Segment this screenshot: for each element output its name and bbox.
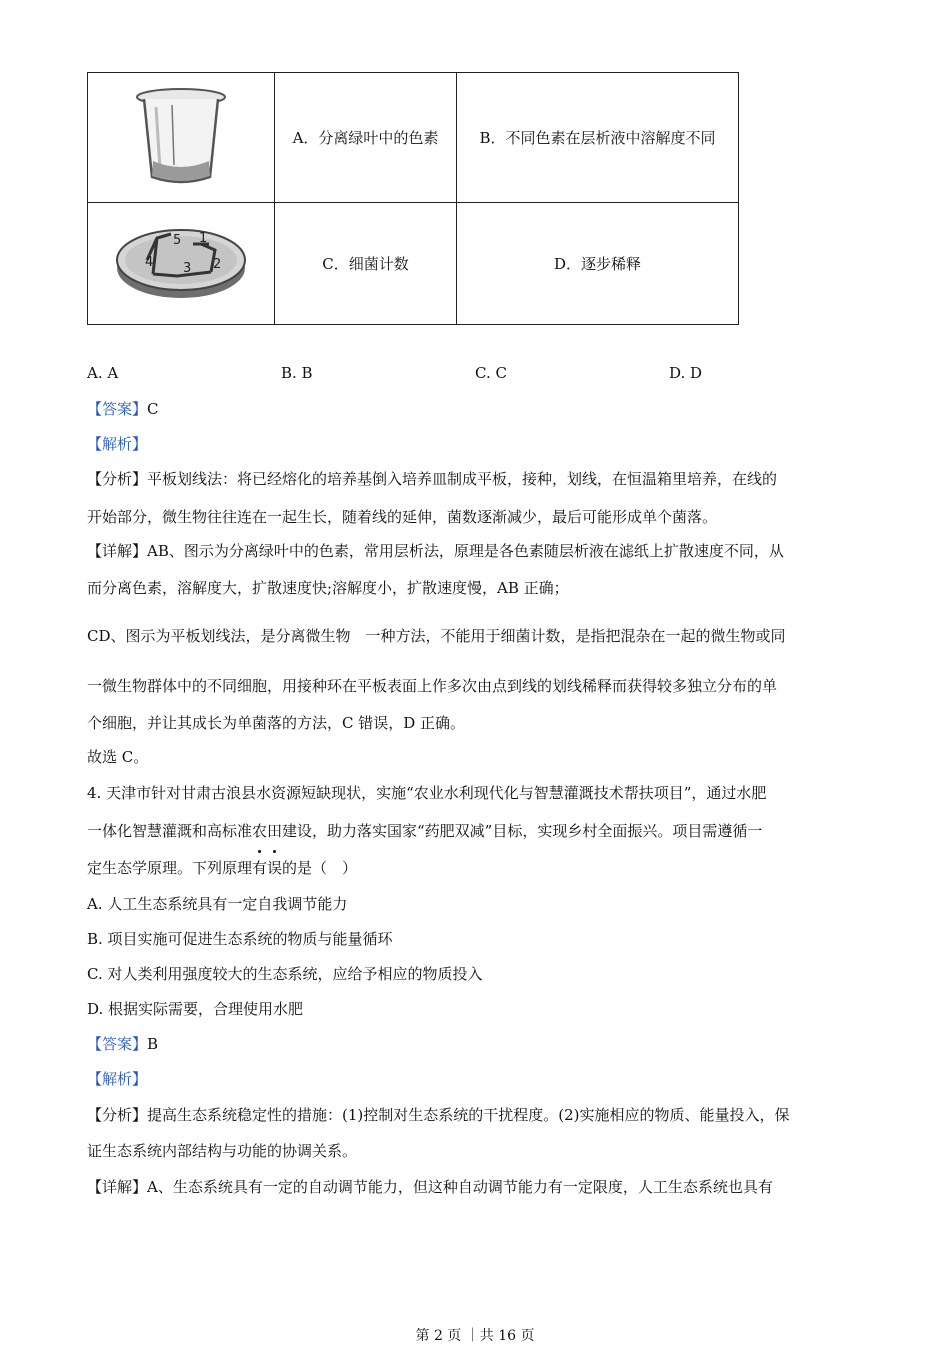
q3-detail-line: 个细胞，并让其成长为单菌落的方法，C 错误，D 正确。 (87, 714, 466, 732)
svg-text:3: 3 (183, 260, 192, 276)
q4-option-b[interactable]: B. 项目实施可促进生态系统的物质与能量循环 (87, 930, 393, 948)
q4-stem-line: 一体化智慧灌溉和高标准农田建设，助力落实国家“药肥双减”目标，实现乡村全面振兴。项目需遵循一 (87, 822, 763, 840)
q4-stem-line: 定生态学原理。下列原理有误的是（ ） (87, 859, 358, 877)
svg-text:4: 4 (145, 254, 154, 270)
principle-cell: D．逐步稀释 (457, 203, 739, 325)
experiment-table (87, 72, 739, 325)
emphasis-char: 误 (267, 859, 283, 877)
answer-value: C (147, 400, 159, 418)
q4-fenxi-line: 证生态系统内部结构与功能的协调关系。 (87, 1142, 358, 1160)
answer-tag: 【答案】 (87, 1035, 148, 1053)
q3-fenxi-line: 开始部分，微生物往往连在一起生长，随着线的延伸，菌数逐渐减少，最后可能形成单个菌落。 (87, 508, 718, 526)
q3-detail-line: 【详解】AB、图示为分离绿叶中的色素，常用层析法，原理是各色素随层析液在滤纸上扩散速度不同，从 (87, 542, 784, 560)
q4-stem-line: 4. 天津市针对甘肃古浪县水资源短缺现状，实施“农业水利现代化与智慧灌溉技术帮扶项目”，通过水肥 (87, 784, 767, 802)
petri-dish-streak-icon (113, 214, 249, 310)
choice-b[interactable]: B. B (281, 364, 313, 382)
emphasis-char: 有 (252, 859, 268, 877)
beaker-icon (126, 81, 236, 191)
q4-option-c[interactable]: C. 对人类利用强度较大的生态系统，应给予相应的物质投入 (87, 965, 483, 983)
svg-text:5: 5 (173, 232, 182, 248)
svg-text:2: 2 (213, 256, 222, 272)
principle-cell: B．不同色素在层析液中溶解度不同 (457, 73, 739, 203)
option-cell: A．分离绿叶中的色素 (275, 73, 457, 203)
answer-tag: 【答案】 (87, 400, 148, 418)
q4-option-d[interactable]: D. 根据实际需要，合理使用水肥 (87, 1000, 304, 1018)
table-row (88, 203, 739, 325)
q3-conclusion: 故选 C。 (87, 748, 149, 766)
q4-analysis-heading: 【解析】 (87, 1070, 148, 1088)
q3-detail-line: CD、图示为平板划线法，是分离微生物 一种方法，不能用于细菌计数，是指把混杂在一起的微生物或同 (87, 627, 786, 645)
page-footer: 第 2 页 ｜共 16 页 (415, 1328, 535, 1344)
figure-cell (88, 73, 275, 203)
q4-option-a[interactable]: A. 人工生态系统具有一定自我调节能力 (87, 895, 348, 913)
q3-answer (87, 398, 159, 419)
figure-cell (88, 203, 275, 325)
q3-analysis-heading: 【解析】 (87, 435, 148, 453)
q4-detail-line: 【详解】A、生态系统具有一定的自动调节能力，但这种自动调节能力有一定限度，人工生态系统也具有 (87, 1178, 773, 1196)
choice-d[interactable]: D. D (669, 364, 703, 382)
q3-detail-line: 一微生物群体中的不同细胞，用接种环在平板表面上作多次由点到线的划线稀释而获得较多独立分布的单 (87, 677, 778, 695)
table-row (88, 73, 739, 203)
choice-a[interactable]: A. A (87, 364, 119, 382)
option-cell: C．细菌计数 (275, 203, 457, 325)
answer-value: B (147, 1035, 159, 1053)
choice-c[interactable]: C. C (475, 364, 507, 382)
q4-fenxi-line: 【分析】提高生态系统稳定性的措施：(1)控制对生态系统的干扰程度。(2)实施相应的物质、能量投入，保 (87, 1106, 790, 1124)
q4-answer (87, 1033, 158, 1054)
q3-detail-line: 而分离色素，溶解度大，扩散速度快;溶解度小，扩散速度慢，AB 正确； (87, 579, 569, 597)
q3-fenxi-line: 【分析】平板划线法：将已经熔化的培养基倒入培养皿制成平板，接种，划线，在恒温箱里培养，在线的 (87, 470, 778, 488)
svg-text:1: 1 (199, 230, 208, 246)
